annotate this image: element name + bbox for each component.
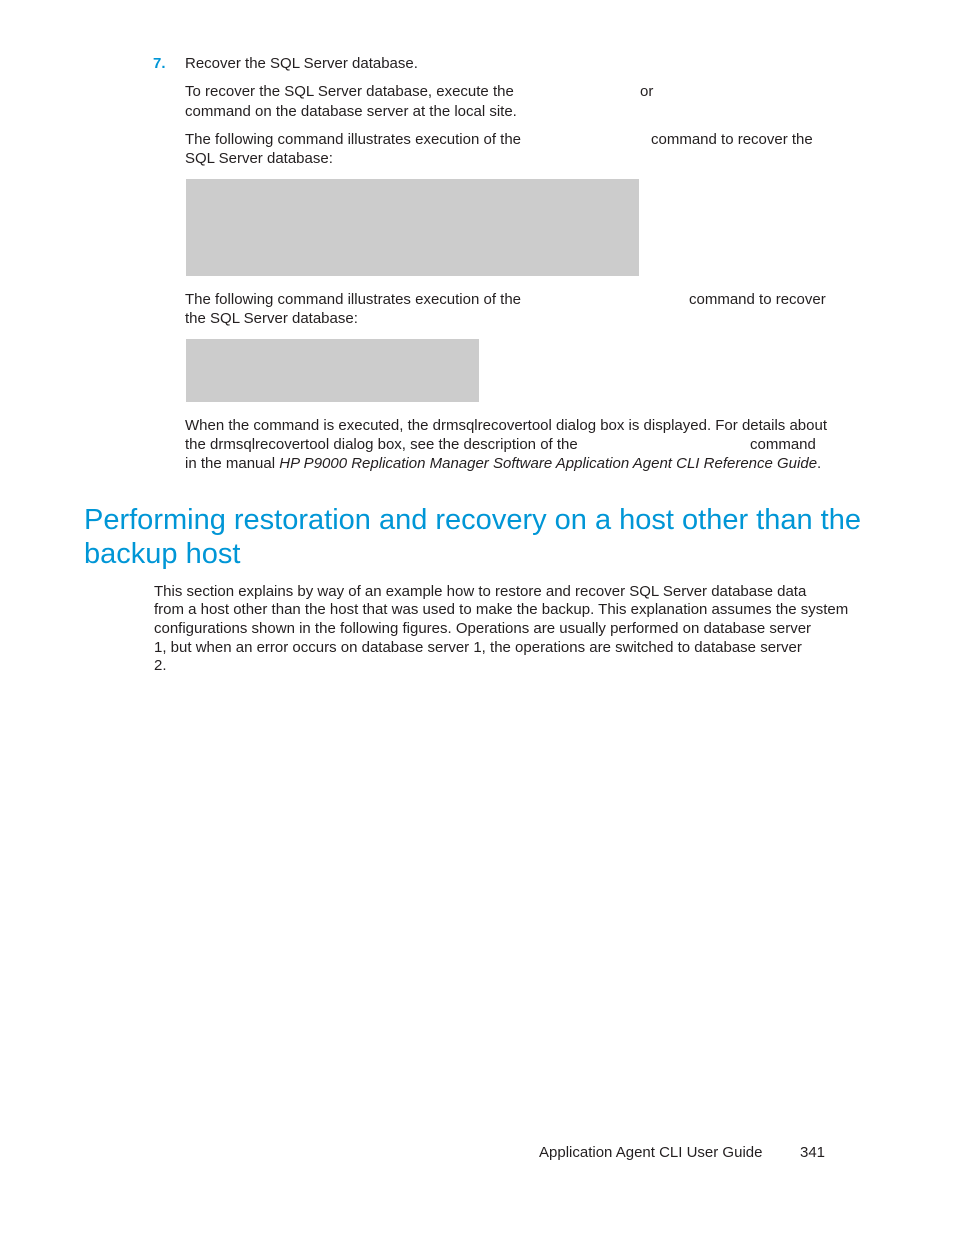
step-number: 7.: [153, 55, 166, 72]
section-body-line4: 1, but when an error occurs on database server 1, the operations are switched to database server: [154, 639, 802, 656]
section-body-line3: configurations shown in the following figures. Operations are usually performed on database server: [154, 620, 812, 637]
footer-guide-title: Application Agent CLI User Guide: [539, 1144, 763, 1161]
para4-line3: [185, 454, 821, 473]
para1-line1-end: or: [640, 83, 654, 100]
para4-line2-start: the drmsqlrecovertool dialog box, see the description of the: [185, 436, 578, 453]
para2-line1-start: The following command illustrates execution of the: [185, 131, 522, 148]
step-title: Recover the SQL Server database.: [185, 55, 418, 72]
code-block-1: [186, 179, 639, 276]
para3-line1-end: command to recover: [689, 291, 826, 308]
section-heading: [84, 503, 861, 571]
para2-line2: SQL Server database:: [185, 150, 333, 167]
section-body-line5: 2.: [154, 657, 167, 674]
code-block-2: [186, 339, 479, 402]
reference-guide-title: HP P9000 Replication Manager Software Application Agent CLI Reference Guide: [279, 455, 818, 472]
footer-page-number: 341: [800, 1144, 826, 1161]
para4-line1: When the command is executed, the drmsqlrecovertool dialog box is displayed. For details about: [185, 417, 828, 434]
para3-line2: the SQL Server database:: [185, 310, 358, 327]
para3-line1-start: The following command illustrates execution of the: [185, 291, 522, 308]
para4-line3-start: in the manual: [185, 455, 280, 472]
section-heading-line2: backup host: [84, 538, 241, 570]
para2-line1-end: command to recover the: [651, 131, 813, 148]
section-body-line2: from a host other than the host that was used to make the backup. This explanation assumes the system: [154, 601, 849, 618]
para1-line1-start: To recover the SQL Server database, execute the: [185, 83, 514, 100]
section-body-line1: This section explains by way of an example how to restore and recover SQL Server database data: [154, 583, 807, 600]
para4-line2-end: command: [750, 436, 816, 453]
para4-line3-end: .: [817, 455, 822, 472]
section-heading-line1: Performing restoration and recovery on a host other than the: [84, 504, 861, 536]
para1-line2: command on the database server at the local site.: [185, 103, 517, 120]
